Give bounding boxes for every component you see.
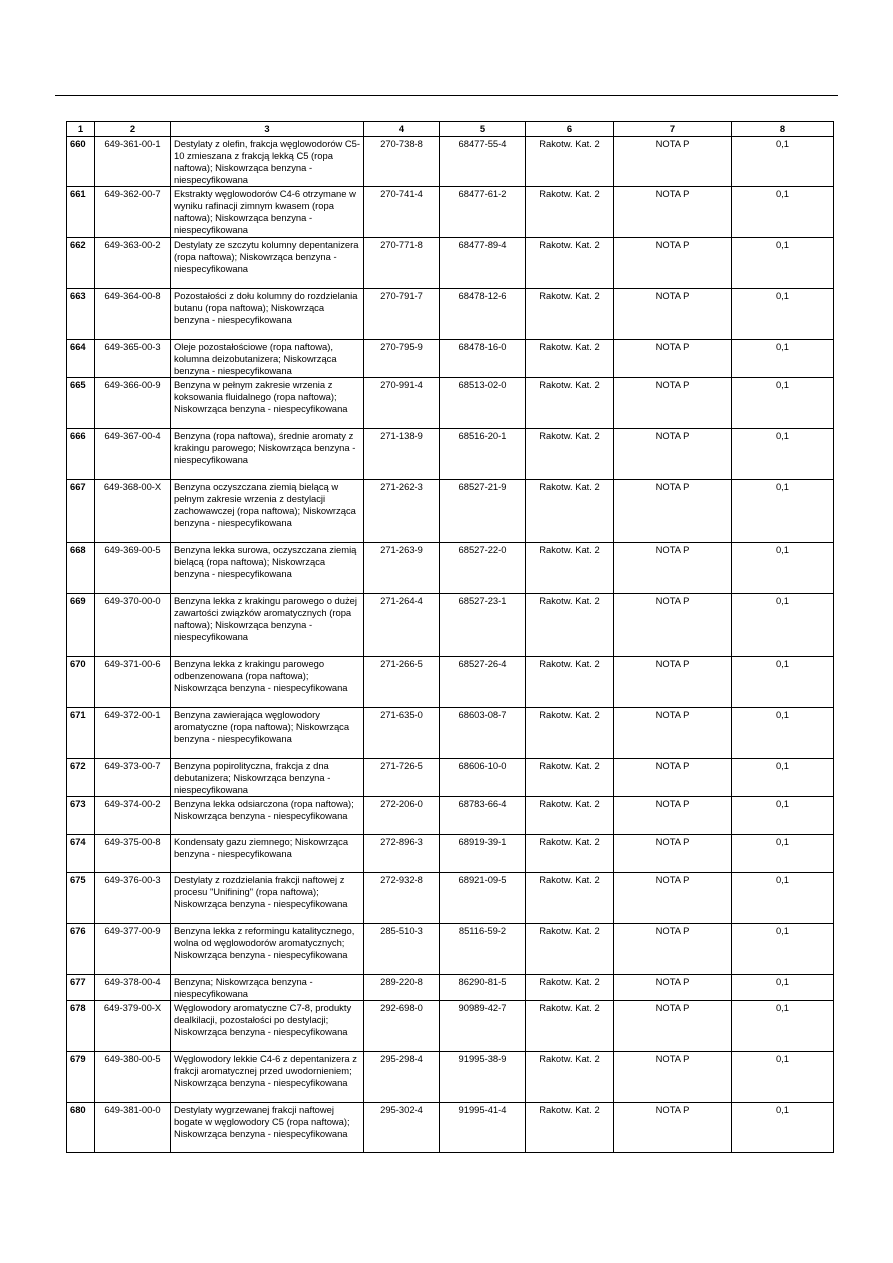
cas-number: 91995-38-9 <box>440 1052 526 1103</box>
classification: Rakotw. Kat. 2 <box>526 480 614 543</box>
cas-number: 68527-23-1 <box>440 594 526 657</box>
ec-number: 272-206-0 <box>364 797 440 835</box>
cas-number: 86290-81-5 <box>440 975 526 1001</box>
table-row <box>67 873 834 924</box>
classification: Rakotw. Kat. 2 <box>526 137 614 187</box>
row-number: 670 <box>67 657 95 708</box>
substance-name: Benzyna popirolityczna, frakcja z dna debutanizera; Niskowrząca benzyna - niespecyfikowana <box>171 759 364 797</box>
index-number: 649-376-00-3 <box>95 873 171 924</box>
index-number: 649-367-00-4 <box>95 429 171 480</box>
table-row <box>67 924 834 975</box>
substance-name: Węglowodory aromatyczne C7-8, produkty dealkilacji, pozostałości po destylacji; Niskowrząca benzyna - niespecyfikowana <box>171 1001 364 1052</box>
index-number: 649-374-00-2 <box>95 797 171 835</box>
classification: Rakotw. Kat. 2 <box>526 1001 614 1052</box>
note: NOTA P <box>614 797 732 835</box>
row-number: 664 <box>67 340 95 378</box>
table-row <box>67 797 834 835</box>
substance-name: Benzyna lekka z krakingu parowego odbenzenowana (ropa naftowa); Niskowrząca benzyna - niespecyfikowana <box>171 657 364 708</box>
row-number: 673 <box>67 797 95 835</box>
classification: Rakotw. Kat. 2 <box>526 975 614 1001</box>
ec-number: 270-791-7 <box>364 289 440 340</box>
ec-number: 271-264-4 <box>364 594 440 657</box>
concentration-limit: 0,1 <box>732 594 834 657</box>
index-number: 649-379-00-X <box>95 1001 171 1052</box>
ec-number: 271-138-9 <box>364 429 440 480</box>
substance-name: Benzyna (ropa naftowa), średnie aromaty z krakingu parowego; Niskowrząca benzyna - niespecyfikowana <box>171 429 364 480</box>
classification: Rakotw. Kat. 2 <box>526 657 614 708</box>
concentration-limit: 0,1 <box>732 975 834 1001</box>
concentration-limit: 0,1 <box>732 187 834 238</box>
ec-number: 270-741-4 <box>364 187 440 238</box>
concentration-limit: 0,1 <box>732 1103 834 1153</box>
cas-number: 91995-41-4 <box>440 1103 526 1153</box>
cas-number: 68477-55-4 <box>440 137 526 187</box>
row-number: 661 <box>67 187 95 238</box>
row-number: 671 <box>67 708 95 759</box>
table-row <box>67 1001 834 1052</box>
note: NOTA P <box>614 1052 732 1103</box>
note: NOTA P <box>614 378 732 429</box>
classification: Rakotw. Kat. 2 <box>526 238 614 289</box>
row-number: 680 <box>67 1103 95 1153</box>
table-row <box>67 1052 834 1103</box>
col-header: 1 <box>67 122 95 137</box>
substance-name: Destylaty z rozdzielania frakcji naftowej z procesu "Unifining" (ropa naftowa); Niskowrząca benzyna - niespecyfikowana <box>171 873 364 924</box>
concentration-limit: 0,1 <box>732 480 834 543</box>
table-row <box>67 657 834 708</box>
cas-number: 68527-26-4 <box>440 657 526 708</box>
classification: Rakotw. Kat. 2 <box>526 873 614 924</box>
substance-name: Ekstrakty węglowodorów C4-6 otrzymane w wyniku rafinacji zimnym kwasem (ropa naftowa); Niskowrząca benzyna - niespecyfikowana <box>171 187 364 238</box>
substance-name: Destylaty ze szczytu kolumny depentanizera (ropa naftowa); Niskowrząca benzyna - niespecyfikowana <box>171 238 364 289</box>
row-number: 662 <box>67 238 95 289</box>
row-number: 660 <box>67 137 95 187</box>
cas-number: 90989-42-7 <box>440 1001 526 1052</box>
ec-number: 271-266-5 <box>364 657 440 708</box>
ec-number: 271-262-3 <box>364 480 440 543</box>
concentration-limit: 0,1 <box>732 543 834 594</box>
index-number: 649-371-00-6 <box>95 657 171 708</box>
cas-number: 68478-16-0 <box>440 340 526 378</box>
note: NOTA P <box>614 594 732 657</box>
cas-number: 68477-61-2 <box>440 187 526 238</box>
substance-name: Benzyna lekka odsiarczona (ropa naftowa); Niskowrząca benzyna - niespecyfikowana <box>171 797 364 835</box>
concentration-limit: 0,1 <box>732 797 834 835</box>
classification: Rakotw. Kat. 2 <box>526 340 614 378</box>
index-number: 649-366-00-9 <box>95 378 171 429</box>
substance-name: Benzyna oczyszczana ziemią bielącą w pełnym zakresie wrzenia z destylacji zachowawczej (ropa naftowa); Niskowrząca benzyna - niespecyfikowana <box>171 480 364 543</box>
note: NOTA P <box>614 975 732 1001</box>
classification: Rakotw. Kat. 2 <box>526 289 614 340</box>
ec-number: 289-220-8 <box>364 975 440 1001</box>
row-number: 675 <box>67 873 95 924</box>
index-number: 649-369-00-5 <box>95 543 171 594</box>
note: NOTA P <box>614 289 732 340</box>
cas-number: 68783-66-4 <box>440 797 526 835</box>
concentration-limit: 0,1 <box>732 340 834 378</box>
classification: Rakotw. Kat. 2 <box>526 1052 614 1103</box>
table-row <box>67 835 834 873</box>
cas-number: 68921-09-5 <box>440 873 526 924</box>
note: NOTA P <box>614 429 732 480</box>
ec-number: 271-635-0 <box>364 708 440 759</box>
ec-number: 270-795-9 <box>364 340 440 378</box>
classification: Rakotw. Kat. 2 <box>526 187 614 238</box>
table-body <box>67 137 834 1153</box>
classification: Rakotw. Kat. 2 <box>526 1103 614 1153</box>
table-row <box>67 708 834 759</box>
substance-name: Benzyna w pełnym zakresie wrzenia z koksowania fluidalnego (ropa naftowa); Niskowrząca benzyna - niespecyfikowana <box>171 378 364 429</box>
ec-number: 285-510-3 <box>364 924 440 975</box>
classification: Rakotw. Kat. 2 <box>526 759 614 797</box>
row-number: 663 <box>67 289 95 340</box>
index-number: 649-368-00-X <box>95 480 171 543</box>
col-header: 7 <box>614 122 732 137</box>
concentration-limit: 0,1 <box>732 1052 834 1103</box>
ec-number: 292-698-0 <box>364 1001 440 1052</box>
substance-table <box>66 121 834 1153</box>
concentration-limit: 0,1 <box>732 835 834 873</box>
note: NOTA P <box>614 759 732 797</box>
row-number: 672 <box>67 759 95 797</box>
note: NOTA P <box>614 924 732 975</box>
cas-number: 68527-22-0 <box>440 543 526 594</box>
ec-number: 271-726-5 <box>364 759 440 797</box>
note: NOTA P <box>614 1001 732 1052</box>
row-number: 674 <box>67 835 95 873</box>
index-number: 649-365-00-3 <box>95 340 171 378</box>
row-number: 678 <box>67 1001 95 1052</box>
table-row <box>67 975 834 1001</box>
cas-number: 68603-08-7 <box>440 708 526 759</box>
concentration-limit: 0,1 <box>732 759 834 797</box>
col-header: 8 <box>732 122 834 137</box>
col-header: 3 <box>171 122 364 137</box>
concentration-limit: 0,1 <box>732 137 834 187</box>
table-row <box>67 1103 834 1153</box>
concentration-limit: 0,1 <box>732 708 834 759</box>
index-number: 649-378-00-4 <box>95 975 171 1001</box>
index-number: 649-362-00-7 <box>95 187 171 238</box>
table-row <box>67 429 834 480</box>
header-row <box>67 122 834 137</box>
substance-name: Destylaty wygrzewanej frakcji naftowej bogate w węglowodory C5 (ropa naftowa); Niskowrząca benzyna - niespecyfikowana <box>171 1103 364 1153</box>
note: NOTA P <box>614 873 732 924</box>
substance-name: Destylaty z olefin, frakcja węglowodorów C5-10 zmieszana z frakcją lekką C5 (ropa naftowa); Niskowrząca benzyna - niespecyfikowana <box>171 137 364 187</box>
table-row <box>67 289 834 340</box>
ec-number: 270-771-8 <box>364 238 440 289</box>
index-number: 649-361-00-1 <box>95 137 171 187</box>
ec-number: 295-298-4 <box>364 1052 440 1103</box>
table-row <box>67 594 834 657</box>
table-row <box>67 480 834 543</box>
row-number: 666 <box>67 429 95 480</box>
note: NOTA P <box>614 1103 732 1153</box>
note: NOTA P <box>614 835 732 873</box>
note: NOTA P <box>614 708 732 759</box>
row-number: 676 <box>67 924 95 975</box>
classification: Rakotw. Kat. 2 <box>526 594 614 657</box>
concentration-limit: 0,1 <box>732 238 834 289</box>
cas-number: 68527-21-9 <box>440 480 526 543</box>
col-header: 2 <box>95 122 171 137</box>
cas-number: 68513-02-0 <box>440 378 526 429</box>
table-row <box>67 543 834 594</box>
table-row <box>67 378 834 429</box>
ec-number: 270-738-8 <box>364 137 440 187</box>
substance-name: Benzyna lekka z reformingu katalitycznego, wolna od węglowodorów aromatycznych; Niskowrząca benzyna - niespecyfikowana <box>171 924 364 975</box>
table-row <box>67 238 834 289</box>
concentration-limit: 0,1 <box>732 657 834 708</box>
classification: Rakotw. Kat. 2 <box>526 835 614 873</box>
col-header: 5 <box>440 122 526 137</box>
note: NOTA P <box>614 480 732 543</box>
ec-number: 271-263-9 <box>364 543 440 594</box>
cas-number: 68478-12-6 <box>440 289 526 340</box>
cas-number: 68919-39-1 <box>440 835 526 873</box>
concentration-limit: 0,1 <box>732 873 834 924</box>
index-number: 649-363-00-2 <box>95 238 171 289</box>
note: NOTA P <box>614 238 732 289</box>
header-rule <box>55 95 838 96</box>
ec-number: 272-932-8 <box>364 873 440 924</box>
index-number: 649-381-00-0 <box>95 1103 171 1153</box>
concentration-limit: 0,1 <box>732 378 834 429</box>
index-number: 649-372-00-1 <box>95 708 171 759</box>
classification: Rakotw. Kat. 2 <box>526 543 614 594</box>
index-number: 649-375-00-8 <box>95 835 171 873</box>
concentration-limit: 0,1 <box>732 429 834 480</box>
classification: Rakotw. Kat. 2 <box>526 708 614 759</box>
cas-number: 85116-59-2 <box>440 924 526 975</box>
note: NOTA P <box>614 187 732 238</box>
note: NOTA P <box>614 137 732 187</box>
note: NOTA P <box>614 657 732 708</box>
substance-name: Węglowodory lekkie C4-6 z depentanizera z frakcji aromatycznej przed uwodornieniem; Niskowrząca benzyna - niespecyfikowana <box>171 1052 364 1103</box>
concentration-limit: 0,1 <box>732 1001 834 1052</box>
row-number: 668 <box>67 543 95 594</box>
table-row <box>67 759 834 797</box>
table-row <box>67 187 834 238</box>
note: NOTA P <box>614 543 732 594</box>
ec-number: 295-302-4 <box>364 1103 440 1153</box>
concentration-limit: 0,1 <box>732 924 834 975</box>
row-number: 669 <box>67 594 95 657</box>
ec-number: 272-896-3 <box>364 835 440 873</box>
col-header: 6 <box>526 122 614 137</box>
classification: Rakotw. Kat. 2 <box>526 429 614 480</box>
index-number: 649-380-00-5 <box>95 1052 171 1103</box>
note: NOTA P <box>614 340 732 378</box>
row-number: 667 <box>67 480 95 543</box>
classification: Rakotw. Kat. 2 <box>526 378 614 429</box>
index-number: 649-377-00-9 <box>95 924 171 975</box>
table-row <box>67 340 834 378</box>
col-header: 4 <box>364 122 440 137</box>
table-row <box>67 137 834 187</box>
index-number: 649-364-00-8 <box>95 289 171 340</box>
index-number: 649-373-00-7 <box>95 759 171 797</box>
concentration-limit: 0,1 <box>732 289 834 340</box>
index-number: 649-370-00-0 <box>95 594 171 657</box>
substance-name: Kondensaty gazu ziemnego; Niskowrząca benzyna - niespecyfikowana <box>171 835 364 873</box>
cas-number: 68477-89-4 <box>440 238 526 289</box>
row-number: 677 <box>67 975 95 1001</box>
substance-name: Benzyna; Niskowrząca benzyna - niespecyfikowana <box>171 975 364 1001</box>
row-number: 665 <box>67 378 95 429</box>
cas-number: 68516-20-1 <box>440 429 526 480</box>
substance-name: Benzyna lekka z krakingu parowego o dużej zawartości związków aromatycznych (ropa naftowa); Niskowrząca benzyna - niespecyfikowana <box>171 594 364 657</box>
substance-name: Oleje pozostałościowe (ropa naftowa), kolumna deizobutanizera; Niskowrząca benzyna - niespecyfikowana <box>171 340 364 378</box>
cas-number: 68606-10-0 <box>440 759 526 797</box>
substance-name: Pozostałości z dołu kolumny do rozdzielania butanu (ropa naftowa); Niskowrząca benzyna - niespecyfikowana <box>171 289 364 340</box>
classification: Rakotw. Kat. 2 <box>526 924 614 975</box>
row-number: 679 <box>67 1052 95 1103</box>
substance-name: Benzyna lekka surowa, oczyszczana ziemią bielącą (ropa naftowa); Niskowrząca benzyna - niespecyfikowana <box>171 543 364 594</box>
ec-number: 270-991-4 <box>364 378 440 429</box>
classification: Rakotw. Kat. 2 <box>526 797 614 835</box>
substance-name: Benzyna zawierająca węglowodory aromatyczne (ropa naftowa); Niskowrząca benzyna - niespecyfikowana <box>171 708 364 759</box>
